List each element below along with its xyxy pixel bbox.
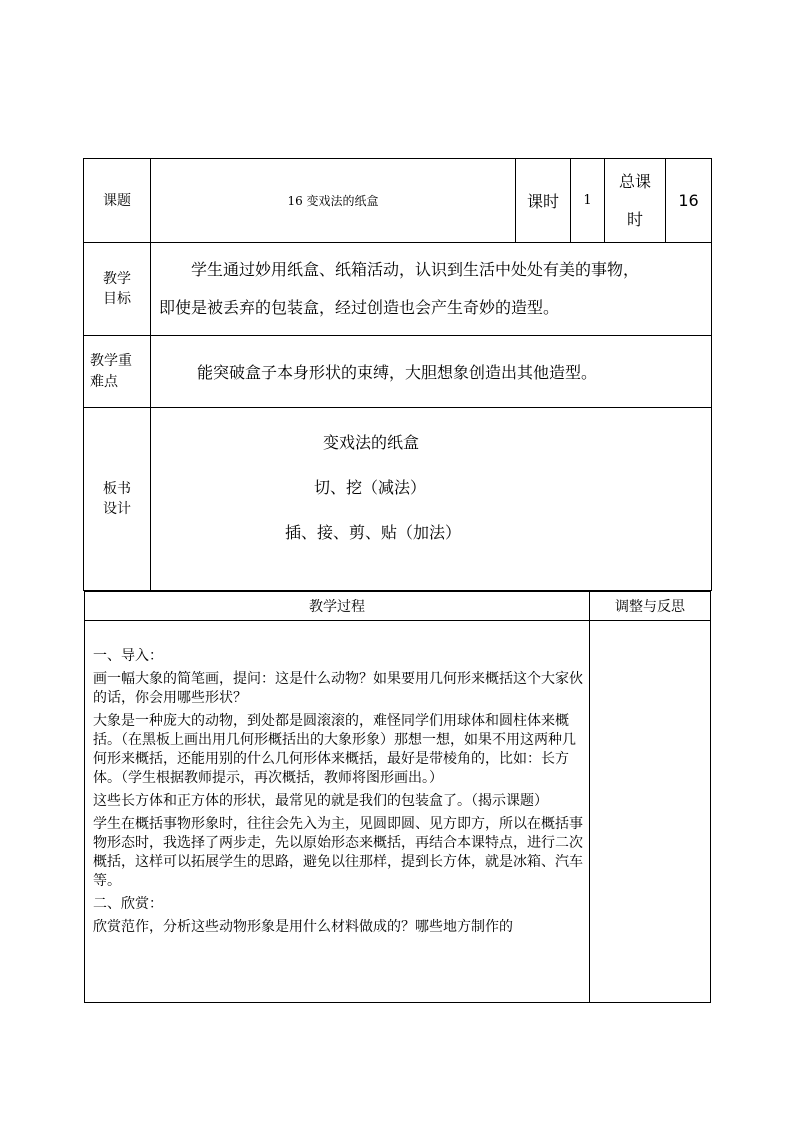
lesson-info-table (83, 158, 712, 591)
process-paragraph: 一、导入： (93, 648, 163, 664)
board-row (84, 408, 712, 591)
process-paragraph: 画一幅大象的简笔画，提问：这是什么动物？如果要用几何形来概括这个大家伙的话，你会用哪些形状？ (93, 671, 583, 706)
total-hours-label-line1: 总课 (618, 171, 651, 191)
goal-label-line1: 教学 (103, 271, 131, 287)
goal-line-2: 即使是被丢弃的包装盒，经过创造也会产生奇妙的造型。 (159, 298, 560, 317)
hours-label: 课时 (516, 159, 571, 243)
topic-label: 课题 (84, 159, 151, 243)
hours-value: 1 (571, 159, 605, 243)
process-content (85, 621, 590, 1003)
key-points-label-line1: 教学重 (90, 352, 132, 369)
board-label (84, 408, 151, 591)
board-line-1: 变戏法的纸盒 (323, 433, 420, 452)
goal-row (84, 243, 712, 336)
board-line-3: 插、接、剪、贴（加法） (285, 523, 462, 542)
total-hours-label (605, 159, 666, 243)
total-hours-label-line2: 时 (626, 209, 643, 229)
board-label-line1: 板书 (103, 481, 131, 497)
process-table (84, 591, 711, 1003)
goal-label-line2: 目标 (103, 291, 131, 307)
process-header: 教学过程 (85, 592, 590, 621)
board-line-2: 切、挖（减法） (314, 478, 427, 497)
process-paragraph: 大象是一种庞大的动物，到处都是圆滚滚的，难怪同学们用球体和圆柱体来概括。（在黑板上画出用几何形概括出的大象形象）那想一想，如果不用这两种几何形来概括，还能用别的什么几何形体来概括，最好是带棱角的，比如：长方体。（学生根据教师提示，再次概括，教师将图形画出。） (93, 713, 576, 786)
total-hours-value: 16 (666, 159, 712, 243)
reflect-content (590, 621, 711, 1003)
key-points-label (84, 336, 151, 408)
key-points-row (84, 336, 712, 408)
goal-line-1: 学生通过妙用纸盒、纸箱活动，认识到生活中处处有美的事物， (191, 260, 640, 279)
key-points-text: 能突破盒子本身形状的束缚，大胆想象创造出其他造型。 (151, 336, 712, 408)
process-paragraph: 学生在概括事物形象时，往往会先入为主，见圆即圆、见方即方，所以在概括事物形态时，我选择了两步走，先以原始形态来概括，再结合本课特点，进行二次概括，这样可以拓展学生的思路，避免以往那样，提到长方体，就是冰箱、汽车等。 (93, 816, 583, 889)
topic-title: 16 变戏法的纸盒 (151, 159, 516, 243)
board-design (151, 408, 712, 591)
board-label-line2: 设计 (103, 501, 131, 517)
process-body-row (85, 621, 711, 1003)
topic-row (84, 159, 712, 243)
process-paragraph: 二、欣赏： (93, 896, 163, 912)
goal-text (151, 243, 712, 336)
reflect-header: 调整与反思 (590, 592, 711, 621)
key-points-label-line2: 难点 (90, 373, 118, 390)
process-paragraph: 欣赏范作，分析这些动物形象是用什么材料做成的？哪些地方制作的 (93, 919, 513, 935)
goal-label (84, 243, 151, 336)
process-header-row (85, 592, 711, 621)
process-paragraph: 这些长方体和正方体的形状，最常见的就是我们的包装盒了。（揭示课题） (93, 793, 548, 809)
